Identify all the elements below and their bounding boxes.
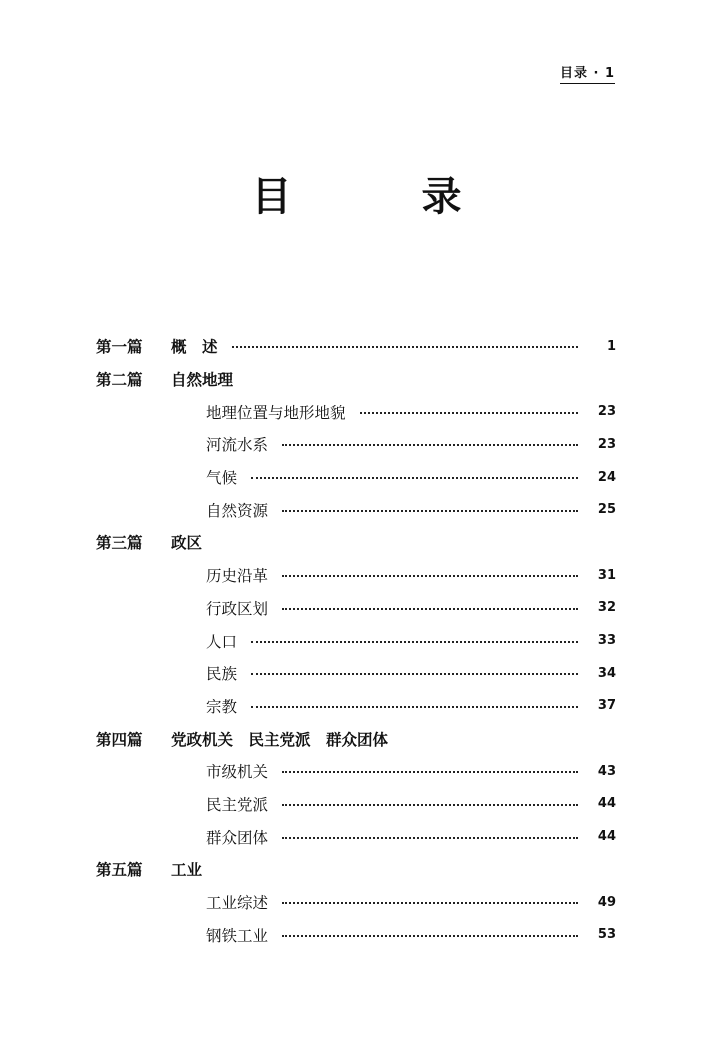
page-title: 目 录 [251,174,520,220]
dot-leader [251,671,578,675]
toc-chapter-row [96,918,616,951]
part-label: 第三篇 [96,534,143,553]
toc-part-row [96,526,616,559]
page-number: 1 [606,338,616,354]
part-title: 政区 [171,534,203,553]
chapter-title: 行政区划 [206,599,269,618]
page-number: 37 [597,698,616,714]
chapter-title: 地理位置与地形地貌 [206,403,346,422]
chapter-title: 民主党派 [206,795,269,814]
dot-leader [251,475,578,479]
dot-leader [282,573,578,577]
toc-chapter-row [96,820,616,853]
page-number: 23 [597,436,616,452]
dot-leader [282,802,578,806]
dot-leader [282,835,578,839]
chapter-title: 宗教 [206,697,238,716]
toc-chapter-row [96,461,616,494]
dot-leader [282,606,578,610]
part-label: 第五篇 [96,861,143,880]
table-of-contents [96,330,616,951]
part-title: 党政机关 民主党派 群众团体 [171,730,389,749]
part-title: 工业 [171,861,203,880]
toc-chapter-row [96,886,616,919]
toc-chapter-row [96,788,616,821]
chapter-title: 工业综述 [206,894,269,913]
page-number: 32 [597,600,616,616]
toc-chapter-row [96,657,616,690]
page-number: 49 [597,894,616,910]
part-title: 概 述 [171,338,218,357]
toc-chapter-row [96,755,616,788]
toc-part-row [96,330,616,363]
page-number: 44 [597,829,616,845]
dot-leader [282,769,578,773]
chapter-title: 市级机关 [206,763,269,782]
toc-chapter-row [96,690,616,723]
toc-chapter-row [96,395,616,428]
chapter-title: 民族 [206,665,238,684]
toc-chapter-row [96,592,616,625]
page-number: 44 [597,796,616,812]
page-number: 31 [597,567,616,583]
page-number: 43 [597,763,616,779]
dot-leader [251,639,578,643]
chapter-title: 自然资源 [206,501,269,520]
chapter-title: 人口 [206,632,238,651]
part-label: 第一篇 [96,338,143,357]
page-number: 53 [597,927,616,943]
dot-leader [282,933,578,937]
page-number: 24 [597,469,616,485]
page-number: 34 [597,665,616,681]
toc-part-row [96,853,616,886]
dot-leader [232,344,578,348]
page-number: 25 [597,502,616,518]
page-number: 33 [597,633,616,649]
dot-leader [251,704,578,708]
chapter-title: 河流水系 [206,436,269,455]
dot-leader [282,900,578,904]
part-label: 第四篇 [96,730,143,749]
chapter-title: 历史沿革 [206,567,269,586]
chapter-title: 群众团体 [206,828,269,847]
toc-part-row [96,722,616,755]
toc-chapter-row [96,624,616,657]
dot-leader [360,410,578,414]
dot-leader [282,442,578,446]
part-label: 第二篇 [96,371,143,390]
toc-chapter-row [96,559,616,592]
toc-chapter-row [96,493,616,526]
dot-leader [282,508,578,512]
chapter-title: 钢铁工业 [206,926,269,945]
chapter-title: 气候 [206,469,238,488]
page-number: 23 [597,404,616,420]
toc-chapter-row [96,428,616,461]
part-title: 自然地理 [171,371,234,390]
running-header: 目录 · 1 [560,62,615,84]
toc-part-row [96,363,616,396]
